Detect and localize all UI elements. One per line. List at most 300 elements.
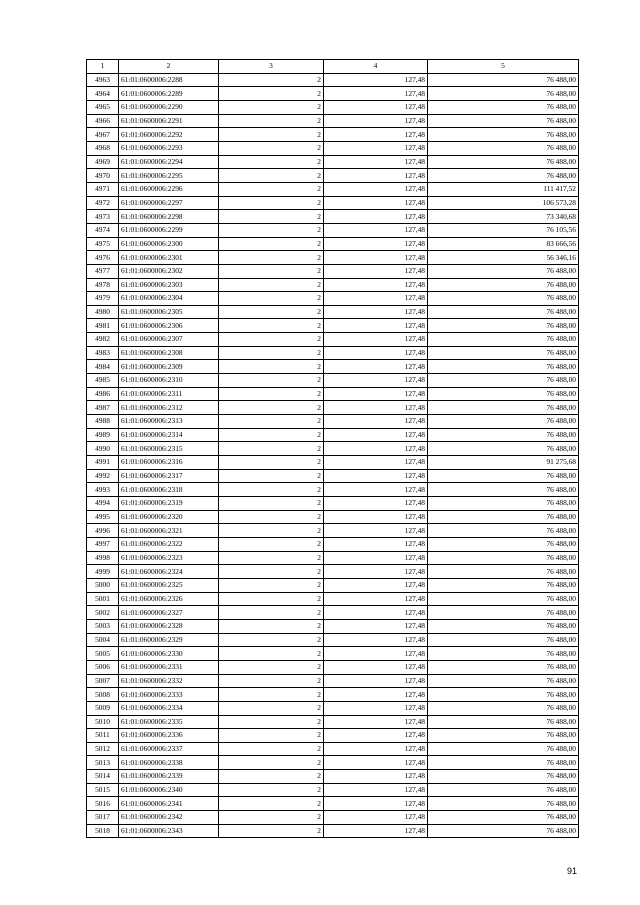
table-cell: 2	[219, 264, 324, 278]
table-cell: 76 488,00	[428, 524, 579, 538]
table-cell: 4982	[87, 333, 119, 347]
table-row	[87, 524, 579, 538]
table-cell: 61:01:0600006:2298	[119, 210, 219, 224]
table-row	[87, 237, 579, 251]
table-cell: 2	[219, 305, 324, 319]
table-cell: 61:01:0600006:2343	[119, 824, 219, 838]
table-row	[87, 114, 579, 128]
table-cell: 76 488,00	[428, 374, 579, 388]
table-cell: 76 488,00	[428, 701, 579, 715]
table-cell: 61:01:0600006:2291	[119, 114, 219, 128]
table-cell: 61:01:0600006:2307	[119, 333, 219, 347]
table-cell: 4997	[87, 537, 119, 551]
table-cell: 127,48	[324, 196, 428, 210]
table-row	[87, 783, 579, 797]
table-cell: 61:01:0600006:2334	[119, 701, 219, 715]
table-cell: 61:01:0600006:2338	[119, 756, 219, 770]
data-table	[86, 59, 579, 838]
table-cell: 5010	[87, 715, 119, 729]
table-row	[87, 387, 579, 401]
table-cell: 4987	[87, 401, 119, 415]
table-cell: 76 488,00	[428, 128, 579, 142]
table-row	[87, 210, 579, 224]
table-row	[87, 756, 579, 770]
table-cell: 61:01:0600006:2320	[119, 510, 219, 524]
table-cell: 127,48	[324, 155, 428, 169]
table-cell: 61:01:0600006:2315	[119, 442, 219, 456]
table-row	[87, 688, 579, 702]
table-cell: 2	[219, 141, 324, 155]
table-cell: 2	[219, 456, 324, 470]
table-cell: 127,48	[324, 592, 428, 606]
table-cell: 127,48	[324, 783, 428, 797]
table-cell: 127,48	[324, 415, 428, 429]
page-number: 91	[567, 866, 578, 876]
table-row	[87, 141, 579, 155]
table-cell: 76 488,00	[428, 783, 579, 797]
table-cell: 5013	[87, 756, 119, 770]
table-row	[87, 674, 579, 688]
table-cell: 4988	[87, 415, 119, 429]
table-cell: 2	[219, 647, 324, 661]
table-cell: 2	[219, 578, 324, 592]
table-cell: 127,48	[324, 182, 428, 196]
table-cell: 5018	[87, 824, 119, 838]
column-header-2: 2	[119, 60, 219, 74]
table-cell: 61:01:0600006:2301	[119, 251, 219, 265]
table-cell: 2	[219, 237, 324, 251]
table-cell: 2	[219, 797, 324, 811]
table-cell: 76 488,00	[428, 387, 579, 401]
table-cell: 76 488,00	[428, 469, 579, 483]
table-cell: 61:01:0600006:2323	[119, 551, 219, 565]
table-row	[87, 196, 579, 210]
table-cell: 127,48	[324, 688, 428, 702]
table-cell: 5000	[87, 578, 119, 592]
table-cell: 61:01:0600006:2310	[119, 374, 219, 388]
table-cell: 61:01:0600006:2314	[119, 428, 219, 442]
table-cell: 4970	[87, 169, 119, 183]
table-cell: 5017	[87, 811, 119, 825]
table-row	[87, 360, 579, 374]
table-row	[87, 537, 579, 551]
table-row	[87, 346, 579, 360]
table-cell: 127,48	[324, 756, 428, 770]
table-cell: 61:01:0600006:2340	[119, 783, 219, 797]
table-row	[87, 442, 579, 456]
table-cell: 5009	[87, 701, 119, 715]
table-cell: 76 488,00	[428, 360, 579, 374]
table-cell: 76 488,00	[428, 537, 579, 551]
table-cell: 2	[219, 524, 324, 538]
table-row	[87, 415, 579, 429]
table-cell: 76 488,00	[428, 73, 579, 87]
table-cell: 76 488,00	[428, 619, 579, 633]
table-cell: 2	[219, 169, 324, 183]
table-cell: 2	[219, 100, 324, 114]
table-cell: 127,48	[324, 428, 428, 442]
table-cell: 61:01:0600006:2330	[119, 647, 219, 661]
table-cell: 76 488,00	[428, 674, 579, 688]
table-cell: 61:01:0600006:2297	[119, 196, 219, 210]
table-cell: 2	[219, 278, 324, 292]
table-cell: 76 105,56	[428, 223, 579, 237]
table-cell: 2	[219, 87, 324, 101]
table-cell: 2	[219, 660, 324, 674]
table-cell: 2	[219, 551, 324, 565]
table-row	[87, 155, 579, 169]
table-cell: 2	[219, 196, 324, 210]
table-cell: 61:01:0600006:2289	[119, 87, 219, 101]
table-row	[87, 565, 579, 579]
table-cell: 127,48	[324, 497, 428, 511]
table-cell: 5001	[87, 592, 119, 606]
table-cell: 2	[219, 73, 324, 87]
table-cell: 5004	[87, 633, 119, 647]
table-cell: 61:01:0600006:2302	[119, 264, 219, 278]
table-cell: 127,48	[324, 742, 428, 756]
table-cell: 61:01:0600006:2309	[119, 360, 219, 374]
table-row	[87, 647, 579, 661]
table-header	[87, 60, 579, 74]
table-cell: 76 488,00	[428, 729, 579, 743]
table-row	[87, 305, 579, 319]
table-cell: 127,48	[324, 442, 428, 456]
table-cell: 127,48	[324, 674, 428, 688]
table-row	[87, 633, 579, 647]
table-row	[87, 469, 579, 483]
table-cell: 127,48	[324, 647, 428, 661]
table-cell: 2	[219, 333, 324, 347]
table-cell: 2	[219, 223, 324, 237]
table-cell: 111 417,52	[428, 182, 579, 196]
table-cell: 4969	[87, 155, 119, 169]
table-cell: 127,48	[324, 237, 428, 251]
table-cell: 2	[219, 783, 324, 797]
table-row	[87, 619, 579, 633]
table-cell: 2	[219, 469, 324, 483]
column-header-3: 3	[219, 60, 324, 74]
table-cell: 4972	[87, 196, 119, 210]
table-row	[87, 182, 579, 196]
table-cell: 2	[219, 688, 324, 702]
table-cell: 76 488,00	[428, 415, 579, 429]
table-cell: 127,48	[324, 510, 428, 524]
table-cell: 106 573,28	[428, 196, 579, 210]
table-row	[87, 483, 579, 497]
table-cell: 61:01:0600006:2328	[119, 619, 219, 633]
table-cell: 2	[219, 387, 324, 401]
table-row	[87, 87, 579, 101]
table-cell: 2	[219, 415, 324, 429]
table-cell: 2	[219, 824, 324, 838]
table-cell: 2	[219, 756, 324, 770]
table-cell: 2	[219, 155, 324, 169]
table-cell: 76 488,00	[428, 169, 579, 183]
table-cell: 4963	[87, 73, 119, 87]
table-row	[87, 251, 579, 265]
table-cell: 76 488,00	[428, 141, 579, 155]
table-cell: 61:01:0600006:2299	[119, 223, 219, 237]
table-cell: 76 488,00	[428, 510, 579, 524]
table-cell: 2	[219, 210, 324, 224]
table-cell: 127,48	[324, 292, 428, 306]
table-cell: 127,48	[324, 469, 428, 483]
table-cell: 76 488,00	[428, 715, 579, 729]
table-cell: 4979	[87, 292, 119, 306]
table-row	[87, 333, 579, 347]
table-cell: 76 488,00	[428, 292, 579, 306]
table-row	[87, 428, 579, 442]
table-cell: 61:01:0600006:2322	[119, 537, 219, 551]
table-cell: 61:01:0600006:2331	[119, 660, 219, 674]
table-cell: 61:01:0600006:2335	[119, 715, 219, 729]
table-cell: 76 488,00	[428, 319, 579, 333]
table-row	[87, 278, 579, 292]
table-cell: 61:01:0600006:2311	[119, 387, 219, 401]
table-cell: 127,48	[324, 387, 428, 401]
table-cell: 2	[219, 182, 324, 196]
table-cell: 2	[219, 619, 324, 633]
table-cell: 61:01:0600006:2293	[119, 141, 219, 155]
table-cell: 61:01:0600006:2304	[119, 292, 219, 306]
table-cell: 76 488,00	[428, 565, 579, 579]
table-cell: 4992	[87, 469, 119, 483]
table-cell: 127,48	[324, 319, 428, 333]
table-cell: 127,48	[324, 660, 428, 674]
table-cell: 2	[219, 565, 324, 579]
table-cell: 61:01:0600006:2319	[119, 497, 219, 511]
table-cell: 76 488,00	[428, 824, 579, 838]
table-cell: 2	[219, 319, 324, 333]
table-cell: 61:01:0600006:2290	[119, 100, 219, 114]
table-cell: 127,48	[324, 797, 428, 811]
table-cell: 4980	[87, 305, 119, 319]
table-cell: 2	[219, 633, 324, 647]
table-row	[87, 456, 579, 470]
table-cell: 2	[219, 251, 324, 265]
table-cell: 61:01:0600006:2312	[119, 401, 219, 415]
table-cell: 61:01:0600006:2296	[119, 182, 219, 196]
table-row	[87, 742, 579, 756]
table-row	[87, 578, 579, 592]
table-body	[87, 73, 579, 838]
table-cell: 4984	[87, 360, 119, 374]
table-cell: 127,48	[324, 578, 428, 592]
table-cell: 4986	[87, 387, 119, 401]
table-cell: 61:01:0600006:2333	[119, 688, 219, 702]
table-cell: 76 488,00	[428, 305, 579, 319]
table-cell: 76 488,00	[428, 578, 579, 592]
table-cell: 2	[219, 592, 324, 606]
table-cell: 2	[219, 811, 324, 825]
table-cell: 4978	[87, 278, 119, 292]
table-cell: 127,48	[324, 401, 428, 415]
table-cell: 76 488,00	[428, 688, 579, 702]
table-cell: 2	[219, 510, 324, 524]
table-cell: 76 488,00	[428, 333, 579, 347]
table-cell: 5011	[87, 729, 119, 743]
column-header-5: 5	[428, 60, 579, 74]
table-cell: 61:01:0600006:2327	[119, 606, 219, 620]
table-cell: 61:01:0600006:2313	[119, 415, 219, 429]
table-cell: 4971	[87, 182, 119, 196]
table-cell: 127,48	[324, 824, 428, 838]
table-cell: 127,48	[324, 565, 428, 579]
table-cell: 76 488,00	[428, 428, 579, 442]
table-cell: 4995	[87, 510, 119, 524]
table-cell: 127,48	[324, 278, 428, 292]
table-cell: 61:01:0600006:2294	[119, 155, 219, 169]
table-cell: 76 488,00	[428, 797, 579, 811]
table-cell: 61:01:0600006:2326	[119, 592, 219, 606]
table-cell: 127,48	[324, 483, 428, 497]
table-cell: 127,48	[324, 619, 428, 633]
table-cell: 2	[219, 606, 324, 620]
table-cell: 127,48	[324, 128, 428, 142]
table-cell: 4968	[87, 141, 119, 155]
table-cell: 127,48	[324, 223, 428, 237]
table-row	[87, 264, 579, 278]
table-cell: 91 275,68	[428, 456, 579, 470]
column-header-1: 1	[87, 60, 119, 74]
table-cell: 127,48	[324, 701, 428, 715]
table-cell: 76 488,00	[428, 551, 579, 565]
table-cell: 2	[219, 537, 324, 551]
table-cell: 127,48	[324, 87, 428, 101]
table-row	[87, 100, 579, 114]
table-cell: 61:01:0600006:2317	[119, 469, 219, 483]
table-cell: 61:01:0600006:2341	[119, 797, 219, 811]
table-cell: 61:01:0600006:2336	[119, 729, 219, 743]
table-cell: 61:01:0600006:2339	[119, 770, 219, 784]
table-cell: 4990	[87, 442, 119, 456]
table-cell: 2	[219, 497, 324, 511]
table-cell: 2	[219, 360, 324, 374]
table-cell: 127,48	[324, 305, 428, 319]
table-cell: 5016	[87, 797, 119, 811]
table-cell: 76 488,00	[428, 483, 579, 497]
table-cell: 76 488,00	[428, 770, 579, 784]
table-cell: 83 666,56	[428, 237, 579, 251]
table-cell: 61:01:0600006:2325	[119, 578, 219, 592]
table-row	[87, 811, 579, 825]
table-cell: 2	[219, 674, 324, 688]
table-cell: 76 488,00	[428, 592, 579, 606]
table-cell: 76 488,00	[428, 647, 579, 661]
table-row	[87, 292, 579, 306]
table-cell: 127,48	[324, 770, 428, 784]
table-cell: 76 488,00	[428, 87, 579, 101]
table-row	[87, 592, 579, 606]
table-cell: 76 488,00	[428, 278, 579, 292]
table-row	[87, 374, 579, 388]
table-row	[87, 551, 579, 565]
table-row	[87, 660, 579, 674]
table-cell: 4999	[87, 565, 119, 579]
table-cell: 127,48	[324, 114, 428, 128]
table-cell: 61:01:0600006:2303	[119, 278, 219, 292]
table-cell: 2	[219, 715, 324, 729]
table-cell: 2	[219, 729, 324, 743]
table-row	[87, 73, 579, 87]
table-cell: 127,48	[324, 606, 428, 620]
table-cell: 61:01:0600006:2316	[119, 456, 219, 470]
table-cell: 127,48	[324, 346, 428, 360]
table-cell: 61:01:0600006:2292	[119, 128, 219, 142]
table-cell: 76 488,00	[428, 497, 579, 511]
table-cell: 127,48	[324, 456, 428, 470]
table-cell: 4967	[87, 128, 119, 142]
table-cell: 76 488,00	[428, 100, 579, 114]
table-cell: 2	[219, 128, 324, 142]
table-cell: 61:01:0600006:2306	[119, 319, 219, 333]
table-cell: 73 340,68	[428, 210, 579, 224]
table-cell: 127,48	[324, 551, 428, 565]
table-row	[87, 319, 579, 333]
table-cell: 4993	[87, 483, 119, 497]
table-cell: 127,48	[324, 360, 428, 374]
table-cell: 4989	[87, 428, 119, 442]
table-cell: 5014	[87, 770, 119, 784]
table-cell: 4996	[87, 524, 119, 538]
table-cell: 5006	[87, 660, 119, 674]
table-cell: 4981	[87, 319, 119, 333]
table-cell: 76 488,00	[428, 742, 579, 756]
table-cell: 61:01:0600006:2305	[119, 305, 219, 319]
table-cell: 4991	[87, 456, 119, 470]
table-cell: 127,48	[324, 169, 428, 183]
table-cell: 4998	[87, 551, 119, 565]
table-cell: 4983	[87, 346, 119, 360]
table-cell: 127,48	[324, 537, 428, 551]
table-row	[87, 223, 579, 237]
table-cell: 4994	[87, 497, 119, 511]
table-row	[87, 824, 579, 838]
table-cell: 4976	[87, 251, 119, 265]
table-cell: 76 488,00	[428, 606, 579, 620]
table-cell: 61:01:0600006:2332	[119, 674, 219, 688]
table-row	[87, 770, 579, 784]
table-cell: 2	[219, 346, 324, 360]
table-cell: 127,48	[324, 251, 428, 265]
table-cell: 76 488,00	[428, 442, 579, 456]
table-cell: 61:01:0600006:2300	[119, 237, 219, 251]
table-row	[87, 510, 579, 524]
table-cell: 61:01:0600006:2342	[119, 811, 219, 825]
table-cell: 76 488,00	[428, 114, 579, 128]
table-cell: 4965	[87, 100, 119, 114]
table-row	[87, 401, 579, 415]
table-cell: 61:01:0600006:2337	[119, 742, 219, 756]
table-cell: 127,48	[324, 729, 428, 743]
table-cell: 127,48	[324, 715, 428, 729]
table-row	[87, 606, 579, 620]
table-row	[87, 715, 579, 729]
table-cell: 127,48	[324, 524, 428, 538]
table-cell: 127,48	[324, 633, 428, 647]
table-cell: 2	[219, 401, 324, 415]
table-cell: 61:01:0600006:2329	[119, 633, 219, 647]
table-row	[87, 497, 579, 511]
table-cell: 61:01:0600006:2318	[119, 483, 219, 497]
table-cell: 2	[219, 374, 324, 388]
table-cell: 5012	[87, 742, 119, 756]
table-cell: 4974	[87, 223, 119, 237]
table-cell: 2	[219, 770, 324, 784]
table-cell: 4985	[87, 374, 119, 388]
table-cell: 127,48	[324, 210, 428, 224]
